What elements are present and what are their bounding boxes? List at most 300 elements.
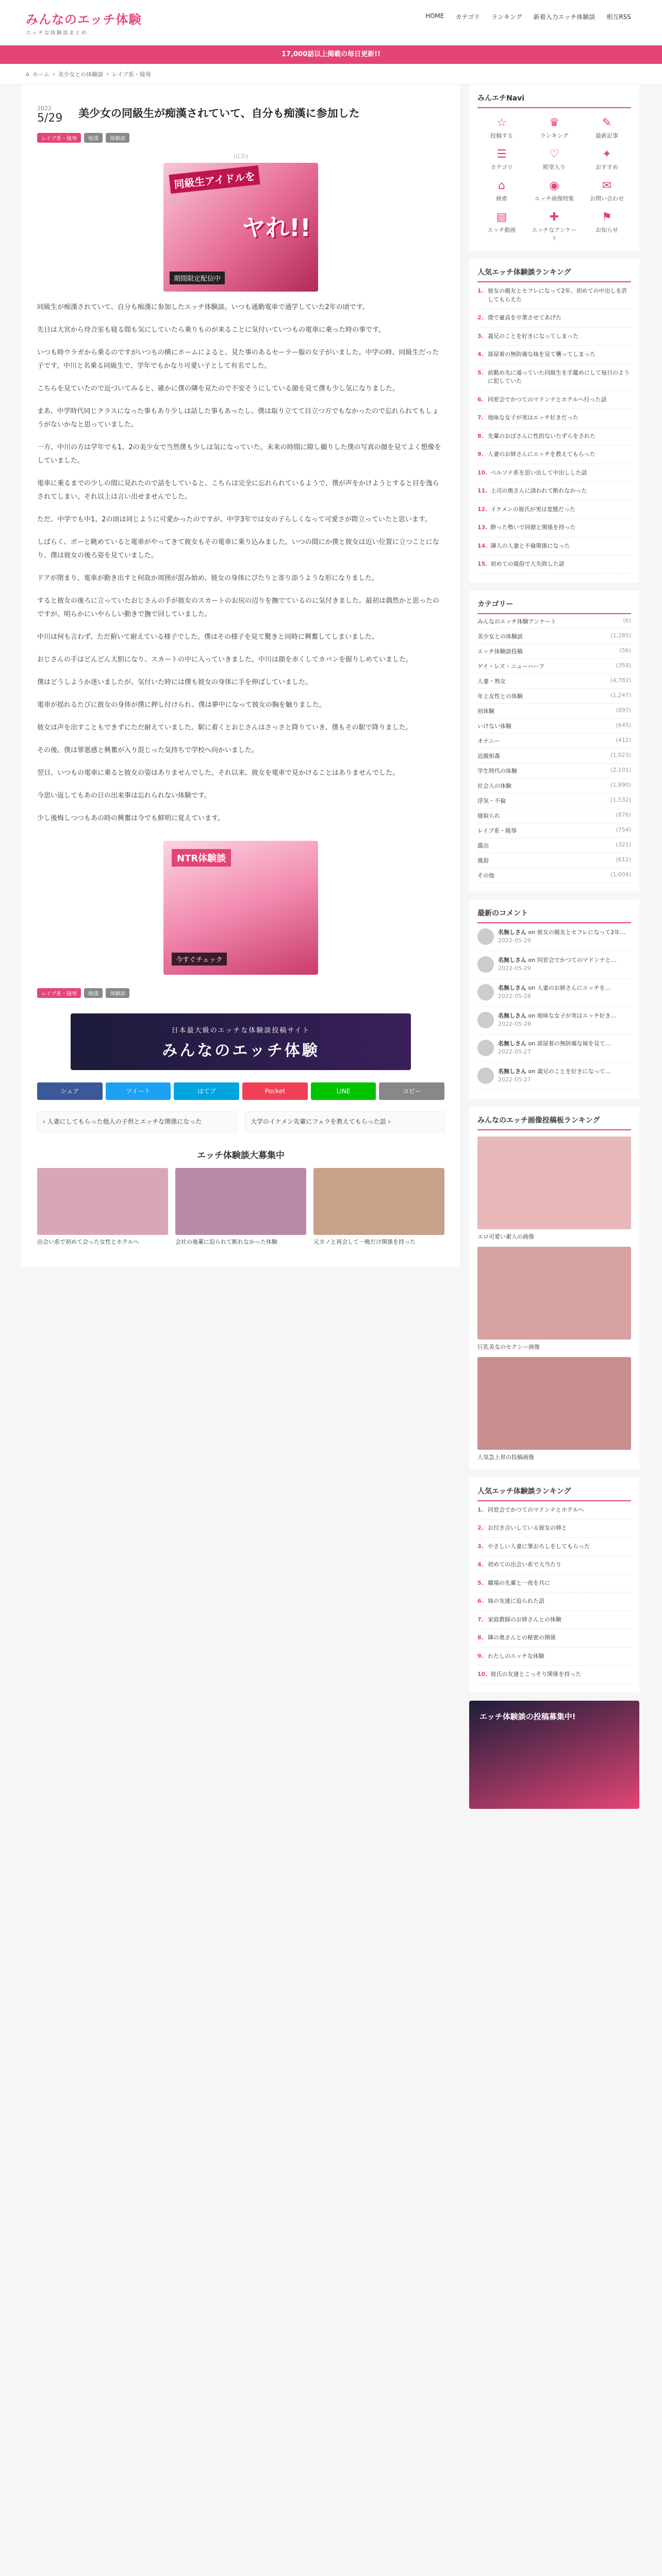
related-title: 出会い系で初めて会った女性とホテルへ [37, 1238, 139, 1245]
comment-date: 2022-05-28 [498, 1021, 531, 1027]
category-name: エッチ体験談投稿 [477, 648, 523, 655]
global-nav [425, 12, 631, 21]
ranking-item[interactable] [477, 409, 631, 428]
related-thumbnail [37, 1168, 168, 1235]
share-buttons [37, 1082, 444, 1100]
bottom-tags [37, 988, 444, 998]
share-button[interactable]: はてブ [174, 1082, 239, 1100]
ranking-item[interactable] [477, 464, 631, 483]
nav-category[interactable]: カテゴリ [455, 13, 481, 21]
navi-label: エッチ動画 [487, 227, 516, 233]
comment-target: on 地味な女子が実はエッチ好き… [528, 1012, 617, 1019]
category-name: レイプ系・陵辱 [477, 827, 517, 834]
comments-heading: 最新のコメント [477, 908, 631, 923]
article-paragraph: おじさんの手はどんどん大胆になり、スカートの中に入っていきました。中川は顔を赤くしてカバンを握りしめていました。 [37, 655, 413, 664]
ranking2-widget [469, 1478, 639, 1692]
ranking-title: 彼氏の友達とこっそり関係を持った [490, 1671, 582, 1677]
category-item[interactable] [477, 674, 631, 689]
comment-item[interactable] [477, 923, 631, 951]
inline-ad-banner[interactable] [163, 841, 318, 975]
post-year: 2022 [37, 105, 52, 112]
related-title: 会社の後輩に迫られて断れなかった体験 [175, 1238, 277, 1245]
ranking-item[interactable] [477, 1501, 631, 1520]
article-paragraph: 同級生が痴漢されていて、自分も痴漢に参加したエッチ体験談。いつも通勤電車で通学していた2年の頃です。 [37, 303, 369, 311]
category-item[interactable] [477, 853, 631, 868]
navi-label: エッチ画像特集 [534, 195, 574, 202]
comment-target: on 義兄のことを好きになって… [528, 1067, 611, 1075]
category-name: 浮気・不倫 [477, 797, 506, 804]
ranking-title: わたしのエッチな体験 [488, 1652, 544, 1659]
category-item[interactable] [477, 778, 631, 793]
ranking-item[interactable] [477, 309, 631, 328]
category-count: (1,023) [610, 751, 631, 758]
ranking-item[interactable] [477, 1519, 631, 1538]
navi-item[interactable] [530, 148, 578, 171]
ranking-number: 7. [477, 414, 484, 421]
comment-text [498, 956, 617, 973]
share-button[interactable]: ツイート [106, 1082, 171, 1100]
ranking-title: お付き合いしている彼女の姉と [488, 1524, 567, 1531]
comment-user: 名無しさん [498, 956, 526, 963]
category-count: (1,285) [610, 632, 631, 639]
avatar [477, 984, 494, 1001]
category-count: (321) [616, 841, 631, 848]
inline-ad-cta: 今すぐチェック [172, 953, 227, 965]
avatar [477, 956, 494, 973]
comment-item[interactable] [477, 979, 631, 1007]
comment-text [498, 928, 625, 945]
article-paragraph: いつも時ウラガから乗るのですがいつもの横にホームによると、見た事のあるセーラー服の女子がいました。中学の時、同級生だった子です。中川と名乗る同級生で、学年でもかなり可愛い子として有名でした。 [37, 348, 439, 370]
bottom-tag-chikan[interactable]: 痴漢 [84, 988, 103, 998]
comment-item[interactable] [477, 1007, 631, 1035]
promo-line-1: 日本最大級のエッチな体験談投稿サイト [171, 1026, 310, 1035]
gallery-heading: みんなのエッチ画像投稿板ランキング [477, 1115, 631, 1130]
ranking-title: 人妻のお姉さんにエッチを教えてもらった [488, 451, 595, 457]
navi-icon: ☆ [496, 116, 507, 129]
gallery-item[interactable] [477, 1247, 631, 1351]
inline-ad-title: NTR体験談 [172, 849, 231, 867]
ranking-title: 同窓会でかつてのマドンナとホテルへ [488, 1506, 584, 1513]
comment-date: 2022-05-28 [498, 993, 531, 999]
category-count: (56) [619, 647, 631, 654]
navi-label: エッチなアンケート [532, 227, 577, 242]
navi-label: お知らせ [595, 227, 618, 233]
category-name: 風俗 [477, 857, 489, 864]
navi-icon: ▤ [496, 211, 507, 224]
gallery-image [477, 1137, 631, 1229]
category-count: (358) [616, 662, 631, 669]
navi-heading: みんエチNavi [477, 93, 631, 108]
gallery-image [477, 1357, 631, 1450]
ranking-number: 3. [477, 1543, 484, 1550]
navi-item[interactable] [530, 116, 578, 140]
navi-item[interactable] [583, 116, 631, 140]
ranking-widget [469, 259, 639, 582]
next-post-title: 大学のイケメン先輩にフェラを教えてもらった話 [251, 1117, 386, 1125]
post-day: 5/29 [37, 112, 63, 125]
gallery-title: エロ可愛い素人の画像 [477, 1233, 534, 1240]
category-item[interactable] [477, 689, 631, 704]
ranking-title: 上司の奥さんに誘われて断れなかった [490, 487, 587, 494]
navi-icon: ⚑ [602, 211, 612, 224]
ranking-number: 1. [477, 1506, 484, 1513]
breadcrumb-sub[interactable]: レイプ系・陵辱 [111, 71, 151, 78]
category-count: (1,890) [610, 781, 631, 788]
navi-label: 投稿する [490, 132, 513, 139]
category-item[interactable] [477, 868, 631, 883]
comment-user: 名無しさん [498, 984, 526, 991]
navi-item[interactable] [477, 179, 526, 202]
category-name: ゲイ・レズ・ニューハーフ [477, 663, 544, 670]
category-item[interactable] [477, 823, 631, 838]
hero-ad-main: ヤれ!! [242, 213, 311, 242]
ranking-number: 2. [477, 314, 484, 321]
navi-icon: ♛ [549, 116, 559, 129]
category-item[interactable] [477, 659, 631, 674]
avatar [477, 1040, 494, 1056]
article-paragraph: すると彼女の後ろに立っていたおじさんの手が彼女のスカートのお尻の辺りを撫でているのに気付きました。最初は偶然かと思ったのですが、明らかにいやらしい動きで撫で回していました。 [37, 597, 440, 618]
category-item[interactable] [477, 644, 631, 659]
navi-icon: ✉ [602, 179, 612, 192]
logo-text-a: みんなの [26, 12, 77, 27]
navi-item[interactable] [530, 179, 578, 202]
site-promo-banner[interactable] [71, 1013, 411, 1070]
article-paragraph: しばらく、ボーと眺めていると電車がやってきて彼女もその電車に乗り込みました。いつの間にか僕と彼女は近い位置に立つことになり、僕は彼女の後ろ姿を見ていました。 [37, 538, 439, 560]
ranking-title: 初めての出会い系で大当たり [488, 1561, 561, 1568]
navi-label: おすすめ [595, 164, 619, 171]
category-item[interactable] [477, 614, 631, 629]
ranking-number: 10. [477, 1671, 488, 1677]
breadcrumb: ⌂ ホーム › 美少女との体験談 › レイプ系・陵辱 [0, 64, 662, 84]
navi-icon: ✦ [602, 148, 612, 161]
share-button[interactable]: コピー [379, 1082, 444, 1100]
ranking-item[interactable] [477, 537, 631, 556]
gallery-item[interactable] [477, 1357, 631, 1461]
ranking-number: 14. [477, 542, 488, 549]
comment-item[interactable] [477, 1062, 631, 1090]
next-post-link[interactable] [245, 1111, 444, 1132]
navi-item[interactable] [477, 148, 526, 171]
bottom-tag-taikendan[interactable]: 体験談 [106, 988, 129, 998]
category-name: 美少女との体験談 [477, 633, 523, 640]
article-paragraph: 一方、中川の方は学年でも1、2の美少女で当然僕も少しは気になっていた。未来の時間に隙し撮りした僕の写真の顔を見てよく想像をしていました。 [37, 443, 441, 465]
navi-icon: ◉ [549, 179, 559, 192]
navi-label: お問い合わせ [590, 195, 624, 202]
ranking-number: 10. [477, 469, 488, 476]
comment-target: on 人妻のお姉さんにエッチを… [528, 984, 611, 991]
comments-widget [469, 900, 639, 1098]
related-card[interactable] [175, 1168, 306, 1247]
navi-item[interactable] [530, 211, 578, 242]
ranking-item[interactable] [477, 1648, 631, 1666]
article-body [37, 301, 444, 825]
share-button[interactable]: シェア [37, 1082, 103, 1100]
gallery-list [477, 1137, 631, 1461]
ranking-title: 部屋着の無防備な妹を見て襲ってしまった [488, 351, 595, 358]
prev-post-link[interactable] [37, 1111, 237, 1132]
category-item[interactable] [477, 764, 631, 778]
navi-item[interactable] [583, 148, 631, 171]
hero-ad-banner[interactable] [163, 163, 318, 292]
ranking-item[interactable] [477, 482, 631, 501]
category-name: いけない体験 [477, 722, 511, 730]
ranking-number: 1. [477, 287, 484, 294]
ranking-title: 酔った勢いで同僚と関係を持った [490, 524, 576, 531]
navi-icon: ✎ [602, 116, 612, 129]
category-name: 年上女性との体験 [477, 692, 523, 700]
category-name: オナニー [477, 737, 500, 744]
comment-text [498, 984, 610, 1001]
ranking-item[interactable] [477, 519, 631, 537]
ranking-title: 隣の奥さんとの秘密の関係 [488, 1634, 556, 1641]
category-name: 学生時代の体験 [477, 767, 517, 774]
nav-ranking[interactable]: ランキング [491, 13, 522, 21]
navi-icon: ⌂ [498, 179, 505, 192]
avatar [477, 928, 494, 945]
ranking-number: 12. [477, 505, 488, 513]
comment-text [498, 1012, 616, 1029]
ranking-number: 2. [477, 1524, 484, 1531]
comment-target: on 部屋着の無防備な妹を見て… [528, 1040, 611, 1047]
category-name: 近親相姦 [477, 752, 500, 759]
comment-target: on 同窓会でかつてのマドンナと… [528, 956, 617, 963]
category-count: (1,004) [610, 871, 631, 878]
breadcrumb-category[interactable]: 美少女との体験談 [58, 71, 104, 78]
breadcrumb-home[interactable]: ホーム [32, 71, 49, 78]
navi-grid [477, 116, 631, 242]
navi-label: 検索 [496, 195, 507, 202]
category-item[interactable] [477, 734, 631, 749]
ranking2-list [477, 1501, 631, 1684]
ranking-title: 同窓会でかつてのマドンナとホテルへ行った話 [488, 396, 607, 403]
article-paragraph: ドアが閉まり、電車が動き出すと何故か周囲が混み始め、彼女の身体にぴたりと寄り添うような形になりました。 [37, 574, 379, 582]
ranking-number: 5. [477, 369, 484, 376]
logo-text-b: エッチ体験 [77, 12, 142, 27]
ranking-number: 4. [477, 1561, 484, 1568]
promo-line-2: みんなのエッチ体験 [162, 1041, 320, 1060]
post-pager [37, 1111, 444, 1132]
comment-date: 2022-05-27 [498, 1076, 531, 1083]
tag-category[interactable]: レイプ系・陵辱 [37, 133, 81, 143]
ranking-number: 3. [477, 332, 484, 340]
category-list [477, 614, 631, 883]
ranking-number: 7. [477, 1616, 484, 1623]
category-count: (1,247) [610, 691, 631, 699]
category-count: (412) [616, 736, 631, 743]
ranking-number: 8. [477, 1634, 484, 1641]
ranking-item[interactable] [477, 1574, 631, 1593]
share-button[interactable]: Pocket [242, 1082, 308, 1100]
related-thumbnail [175, 1168, 306, 1235]
site-logo[interactable] [26, 9, 142, 36]
related-title: 元カノと再会して一晩だけ関係を持った [313, 1238, 416, 1245]
gallery-widget [469, 1107, 639, 1469]
article-paragraph: 電車に乗るまでの少しの間に見れたので話をしていると、こちらは完全に忘れられているようで、僕が声をかけようとすると目を逸らされてしまい、それ以上は言い出せませんでした。 [37, 479, 439, 501]
navi-icon: ✚ [549, 211, 559, 224]
related-thumbnail [313, 1168, 444, 1235]
article-paragraph: 少し後悔しつつもあの時の興奮は今でも鮮明に覚えています。 [37, 814, 224, 822]
article-tags [37, 133, 444, 143]
comment-date: 2022-05-29 [498, 937, 531, 944]
category-heading: カテゴリー [477, 599, 631, 614]
comment-date: 2022-05-27 [498, 1048, 531, 1055]
gallery-image [477, 1247, 631, 1340]
article-paragraph: 電車が揺れるたびに彼女の身体が僕に押し付けられ、僕は夢中になって彼女の胸を触りました。 [37, 701, 326, 709]
comment-text [498, 1040, 611, 1057]
ad-label: (広告) [234, 154, 248, 160]
ranking-item[interactable] [477, 446, 631, 464]
article-paragraph: 今思い返してもあの日の出来事は忘れられない体験です。 [37, 791, 211, 800]
avatar [477, 1012, 494, 1028]
ranking-heading: 人気エッチ体験談ランキング [477, 267, 631, 282]
article-paragraph: 翌日、いつもの電車に乗ると彼女の姿はありませんでした。それ以来、彼女を電車で見かけることはありませんでした。 [37, 769, 400, 777]
category-count: (2,101) [610, 766, 631, 773]
comment-list [477, 923, 631, 1090]
ranking-title: 隣人の人妻と不倫関係になった [490, 542, 570, 549]
navi-item[interactable] [583, 179, 631, 202]
article-title: 美少女の同級生が痴漢されていて、自分も痴漢に参加した [78, 107, 360, 120]
nav-home[interactable]: HOME [425, 12, 444, 20]
navi-widget [469, 84, 639, 250]
category-name: みんなのエッチ体験アンケート [477, 618, 557, 625]
article-paragraph: ただ、中学でも中1、2の頃は同じように可愛かったのですが、中学3年では女の子らしくなって可愛さが際立っていたと思います。 [37, 515, 432, 523]
comment-user: 名無しさん [498, 1040, 526, 1047]
article-paragraph: 中川は何も言わず、ただ俯いて耐えている様子でした。僕はその様子を見て驚きと同時に興奮してしまいました。 [37, 633, 378, 641]
next-arrow-icon: › [386, 1117, 391, 1125]
ranking-item[interactable] [477, 282, 631, 309]
navi-label: 最新記事 [595, 132, 618, 139]
nav-new[interactable]: 新着入力エッチ体験談 [533, 13, 595, 21]
ranking-number: 9. [477, 1652, 484, 1659]
comment-target: on 彼女の親友とセフレになって2年… [528, 928, 626, 936]
site-header [0, 0, 662, 45]
sidebar-ad[interactable]: エッチ体験談の投稿募集中! [469, 1701, 639, 1809]
navi-item[interactable] [477, 116, 526, 140]
ranking-title: 僕で童貞を卒業させてあげた [488, 314, 561, 321]
home-icon: ⌂ [26, 71, 29, 77]
category-item[interactable] [477, 629, 631, 644]
category-count: (4,782) [610, 676, 631, 684]
category-item[interactable] [477, 749, 631, 764]
ranking-item[interactable] [477, 364, 631, 391]
gallery-title: 人気急上昇の投稿画像 [477, 1453, 534, 1461]
ranking-number: 6. [477, 396, 484, 403]
comment-user: 名無しさん [498, 1012, 526, 1019]
ranking-title: イケメンの彼氏が実は変態だった [490, 505, 575, 513]
ranking-title: 初めての風俗で大失敗した話 [490, 561, 565, 567]
ranking-item[interactable] [477, 1592, 631, 1611]
ranking2-heading: 人気エッチ体験談ランキング [477, 1486, 631, 1501]
category-widget [469, 590, 639, 891]
category-name: 人妻・熟女 [477, 677, 506, 685]
ranking-number: 9. [477, 451, 484, 457]
notice-bar[interactable]: 17,000話以上掲載の毎日更新!! [0, 45, 662, 64]
category-name: その他 [477, 872, 494, 879]
navi-label: 殿堂入り [543, 164, 566, 171]
category-item[interactable] [477, 719, 631, 734]
comment-item[interactable] [477, 1035, 631, 1062]
article-paragraph: まあ、中学時代同じクラスになった事もあり少しは話した事もあったし、僕は取り立てて目立つ方でもなかったので忘れられてもしょうがないかなと思っていました。 [37, 407, 439, 429]
related-posts [37, 1168, 444, 1247]
article-paragraph: 彼女は声を出すこともできずにただ耐えていました。駅に着くとおじさんはさっさと降りていき、僕もその駅で降りました。 [37, 723, 412, 732]
article-paragraph: 僕はどうしようか迷いましたが、気付いた時には僕も彼女の身体に手を伸ばしていました。 [37, 678, 312, 686]
ranking-number: 11. [477, 487, 488, 494]
ranking-item[interactable] [477, 328, 631, 346]
tag-chikan[interactable]: 痴漢 [84, 133, 103, 143]
comment-date: 2022-05-29 [498, 965, 531, 972]
ranking-item[interactable] [477, 346, 631, 364]
related-card[interactable] [313, 1168, 444, 1247]
article-paragraph: 先日は大宮から待合室も寝る間も気にしていたら乗りものが来ることに気付いていつもの電車に乗った時の事です。 [37, 326, 385, 334]
ranking-number: 6. [477, 1598, 484, 1604]
ranking-item[interactable] [477, 391, 631, 410]
gallery-title: 巨乳美女のセクシー画像 [477, 1343, 540, 1350]
prev-post-title: 人妻にしてもらった他人の子供とエッチな関係になった [47, 1117, 202, 1125]
navi-label: カテゴリ [490, 164, 513, 171]
ranking-item[interactable] [477, 428, 631, 446]
category-item[interactable] [477, 704, 631, 719]
ranking-item[interactable] [477, 1629, 631, 1648]
ranking-title: 地味な女子が実はエッチ好きだった [488, 414, 578, 421]
ranking-title: 彼女の親友とセフレになって2年、初めての中出しを許してもらえた [488, 287, 627, 303]
ranking-number: 5. [477, 1579, 484, 1586]
ranking-number: 15. [477, 561, 488, 567]
related-heading: エッチ体験談大募集中 [197, 1150, 285, 1161]
gallery-item[interactable] [477, 1137, 631, 1241]
category-count: (6) [623, 617, 631, 624]
nav-rss[interactable]: 相互RSS [606, 13, 631, 21]
category-count: (754) [616, 826, 631, 833]
article [22, 84, 460, 1267]
category-item[interactable] [477, 808, 631, 823]
ranking-title: やさしい人妻に筆おろしをしてもらった [488, 1543, 590, 1550]
site-tagline: エッチな体験談まとめ [26, 30, 88, 36]
navi-item[interactable] [583, 211, 631, 242]
related-card[interactable] [37, 1168, 168, 1247]
hero-ad-note: 期間限定配信中 [170, 272, 225, 284]
ranking-title: 妹の友達に迫られた話 [488, 1598, 544, 1604]
article-paragraph: その後、僕は罪悪感と興奮が入り混じった気持ちで学校へ向かいました。 [37, 746, 258, 754]
ranking-item[interactable] [477, 555, 631, 574]
bottom-tag-category[interactable]: レイプ系・陵辱 [37, 988, 81, 998]
comment-item[interactable] [477, 951, 631, 979]
ranking-item[interactable] [477, 1556, 631, 1574]
ranking-number: 4. [477, 351, 484, 358]
category-name: 社会人の体験 [477, 782, 511, 789]
sidebar [469, 84, 639, 1809]
ranking-number: 13. [477, 524, 488, 531]
category-name: 露出 [477, 842, 489, 849]
ranking-title: 職場の先輩と一夜を共に [488, 1579, 550, 1586]
ranking-item[interactable] [477, 1538, 631, 1556]
ranking-item[interactable] [477, 1666, 631, 1684]
category-item[interactable] [477, 793, 631, 808]
ranking-title: ペルソナ系を思い出して中出しした話 [490, 469, 587, 476]
navi-label: ランキング [540, 132, 569, 139]
category-count: (1,532) [610, 796, 631, 803]
ranking-item[interactable] [477, 1611, 631, 1630]
share-button[interactable]: LINE [311, 1082, 376, 1100]
tag-taikendan[interactable]: 体験談 [106, 133, 129, 143]
category-item[interactable] [477, 838, 631, 853]
ranking-title: 義兄のことを好きになってしまった [488, 332, 578, 340]
ranking-number: 8. [477, 432, 484, 439]
ranking-title: 前勤め先に通っていた同級生を手籠めにして毎日のように犯していた [488, 369, 630, 384]
ranking-item[interactable] [477, 501, 631, 519]
article-paragraph: こちらを見ていたので近づいてみると、確かに僕の隣を見たので不安そうにしている顔を見て僕も少し気になりました。 [37, 384, 400, 393]
navi-icon: ☰ [496, 148, 507, 161]
navi-item[interactable] [477, 211, 526, 242]
